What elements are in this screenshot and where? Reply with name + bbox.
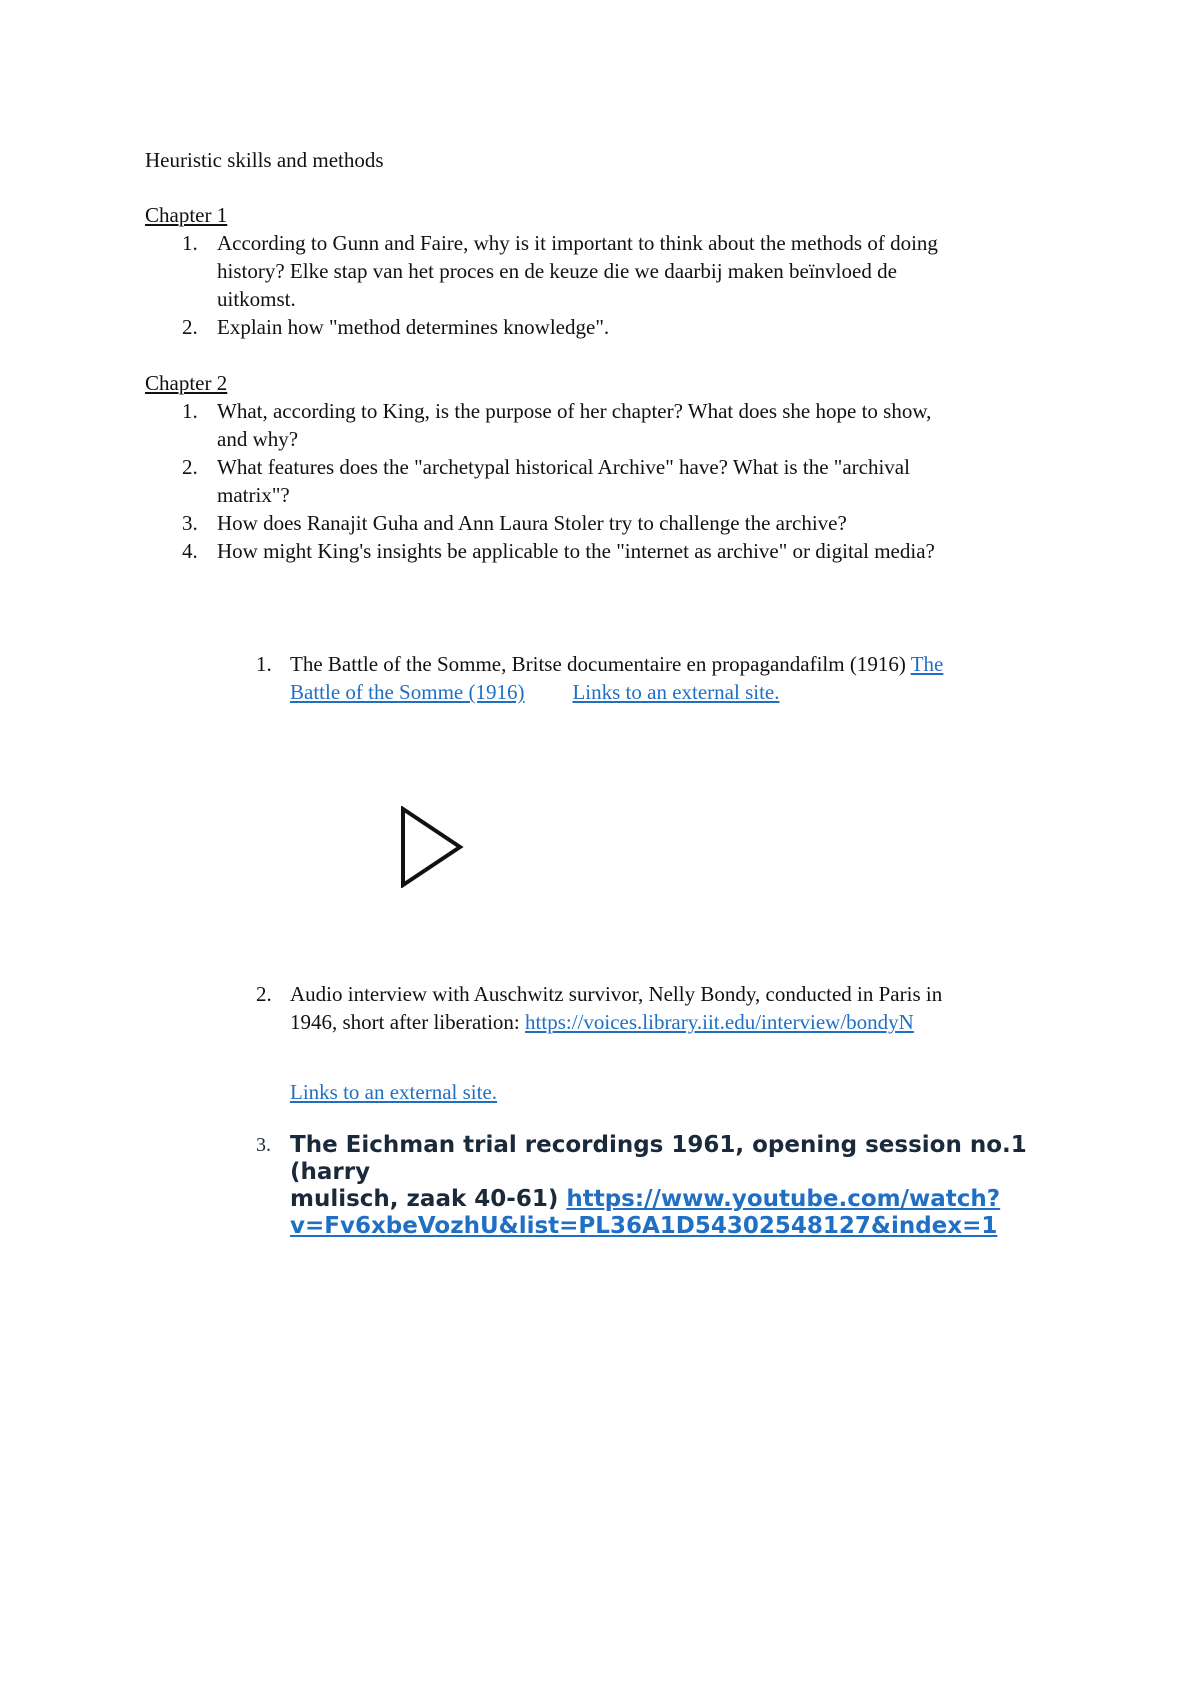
play-icon[interactable] [400,806,464,888]
source-text: 1946, short after liberation: [290,1010,526,1034]
document-title: Heuristic skills and methods [145,148,384,172]
youtube-link[interactable]: https://www.youtube.com/watch? [566,1186,1001,1212]
question-text-line: How might King's insights be applicable to the "internet as archive" or digital media? [217,539,935,563]
sources-list [218,650,1078,706]
list-number: 1. [256,652,272,676]
question-text-line: What, according to King, is the purpose of her chapter? What does she hope to show, [217,399,932,423]
question-text-line: According to Gunn and Faire, why is it important to think about the methods of doing [217,231,938,255]
sources-list-3 [218,1132,1078,1240]
list-number: 3. [182,511,198,535]
question-text-line: How does Ranajit Guha and Ann Laura Stoler try to challenge the archive? [217,511,847,535]
source-line [290,650,1078,678]
chapter-2-questions [145,397,1085,565]
external-site-link[interactable]: Links to an external site. [572,680,780,704]
question-text-line: uitkomst. [217,287,296,311]
question-text-line: history? Elke stap van het proces en de keuze die we daarbij maken beïnvloed de [217,259,897,283]
list-number: 2. [182,315,198,339]
battle-of-somme-link[interactable]: Battle of the Somme (1916) [290,680,525,704]
external-site-link[interactable]: Links to an external site. [290,1080,498,1104]
question-text-line: matrix"? [217,483,290,507]
source-line [290,1213,1078,1240]
source-item-3 [218,1132,1078,1240]
list-number: 1. [182,399,198,423]
source-line [290,678,1078,706]
bondy-interview-link[interactable]: https://voices.library.iit.edu/interview/bondyN [525,1010,914,1034]
question-text-line: and why? [217,427,299,451]
youtube-link[interactable]: v=Fv6xbeVozhU&list=PL36A1D54302548127&index=1 [290,1213,998,1239]
list-item [145,313,1085,341]
list-number: 3. [256,1134,271,1156]
source-line [290,1186,1078,1213]
source-text: The Battle of the Somme, Britse documentaire en propagandafilm (1916) [290,652,911,676]
list-item [145,453,1085,509]
list-item [145,537,1085,565]
list-item [145,229,1085,313]
source-item-2 [218,980,1078,1106]
chapter-1-heading: Chapter 1 [145,203,228,227]
list-item [145,509,1085,537]
source-text: mulisch, zaak 40-61) [290,1186,567,1212]
list-number: 2. [256,982,272,1006]
question-text-line: Explain how "method determines knowledge". [217,315,610,339]
list-number: 2. [182,455,198,479]
list-number: 1. [182,231,198,255]
sources-list-2 [218,980,1078,1106]
question-text-line: What features does the "archetypal historical Archive" have? What is the "archival [217,455,910,479]
list-item [145,397,1085,453]
battle-of-somme-link[interactable]: The [910,652,944,676]
source-line [290,1008,1078,1036]
chapter-2-heading: Chapter 2 [145,371,228,395]
list-number: 4. [182,539,198,563]
source-line: The Eichman trial recordings 1961, opening session no.1 (harry [290,1132,1027,1185]
source-line [290,1078,1078,1106]
source-line: Audio interview with Auschwitz survivor, Nelly Bondy, conducted in Paris in [290,982,943,1006]
chapter-1-questions [145,229,1085,341]
source-item-1 [218,650,1078,706]
